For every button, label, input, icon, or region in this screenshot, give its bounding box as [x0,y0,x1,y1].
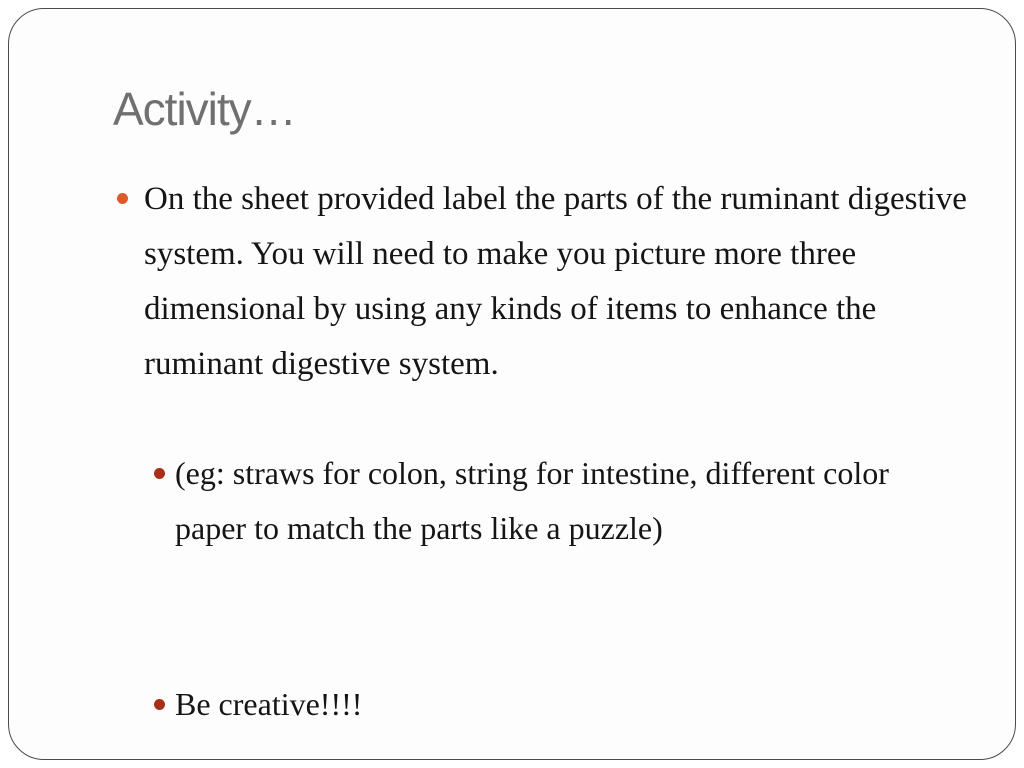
bullet-dot-icon [154,699,165,710]
slide-title: Activity… [113,83,296,135]
bullet-dot-icon [154,468,165,479]
sub-bullet-item-examples [175,446,945,556]
main-bullet-item [144,172,974,392]
sub-bullet-item-creative [175,677,945,732]
sub-bullet-text-creative: Be creative!!!! [175,686,363,722]
sub-bullet-text-examples: (eg: straws for colon, string for intestine, different color paper to match the parts like a puzzle) [175,455,889,546]
bullet-dot-icon [117,193,128,204]
main-bullet-text: On the sheet provided label the parts of the ruminant digestive system. You will need to make you picture more three dimensional by using any kinds of items to enhance the ruminant digestive system. [144,181,967,382]
